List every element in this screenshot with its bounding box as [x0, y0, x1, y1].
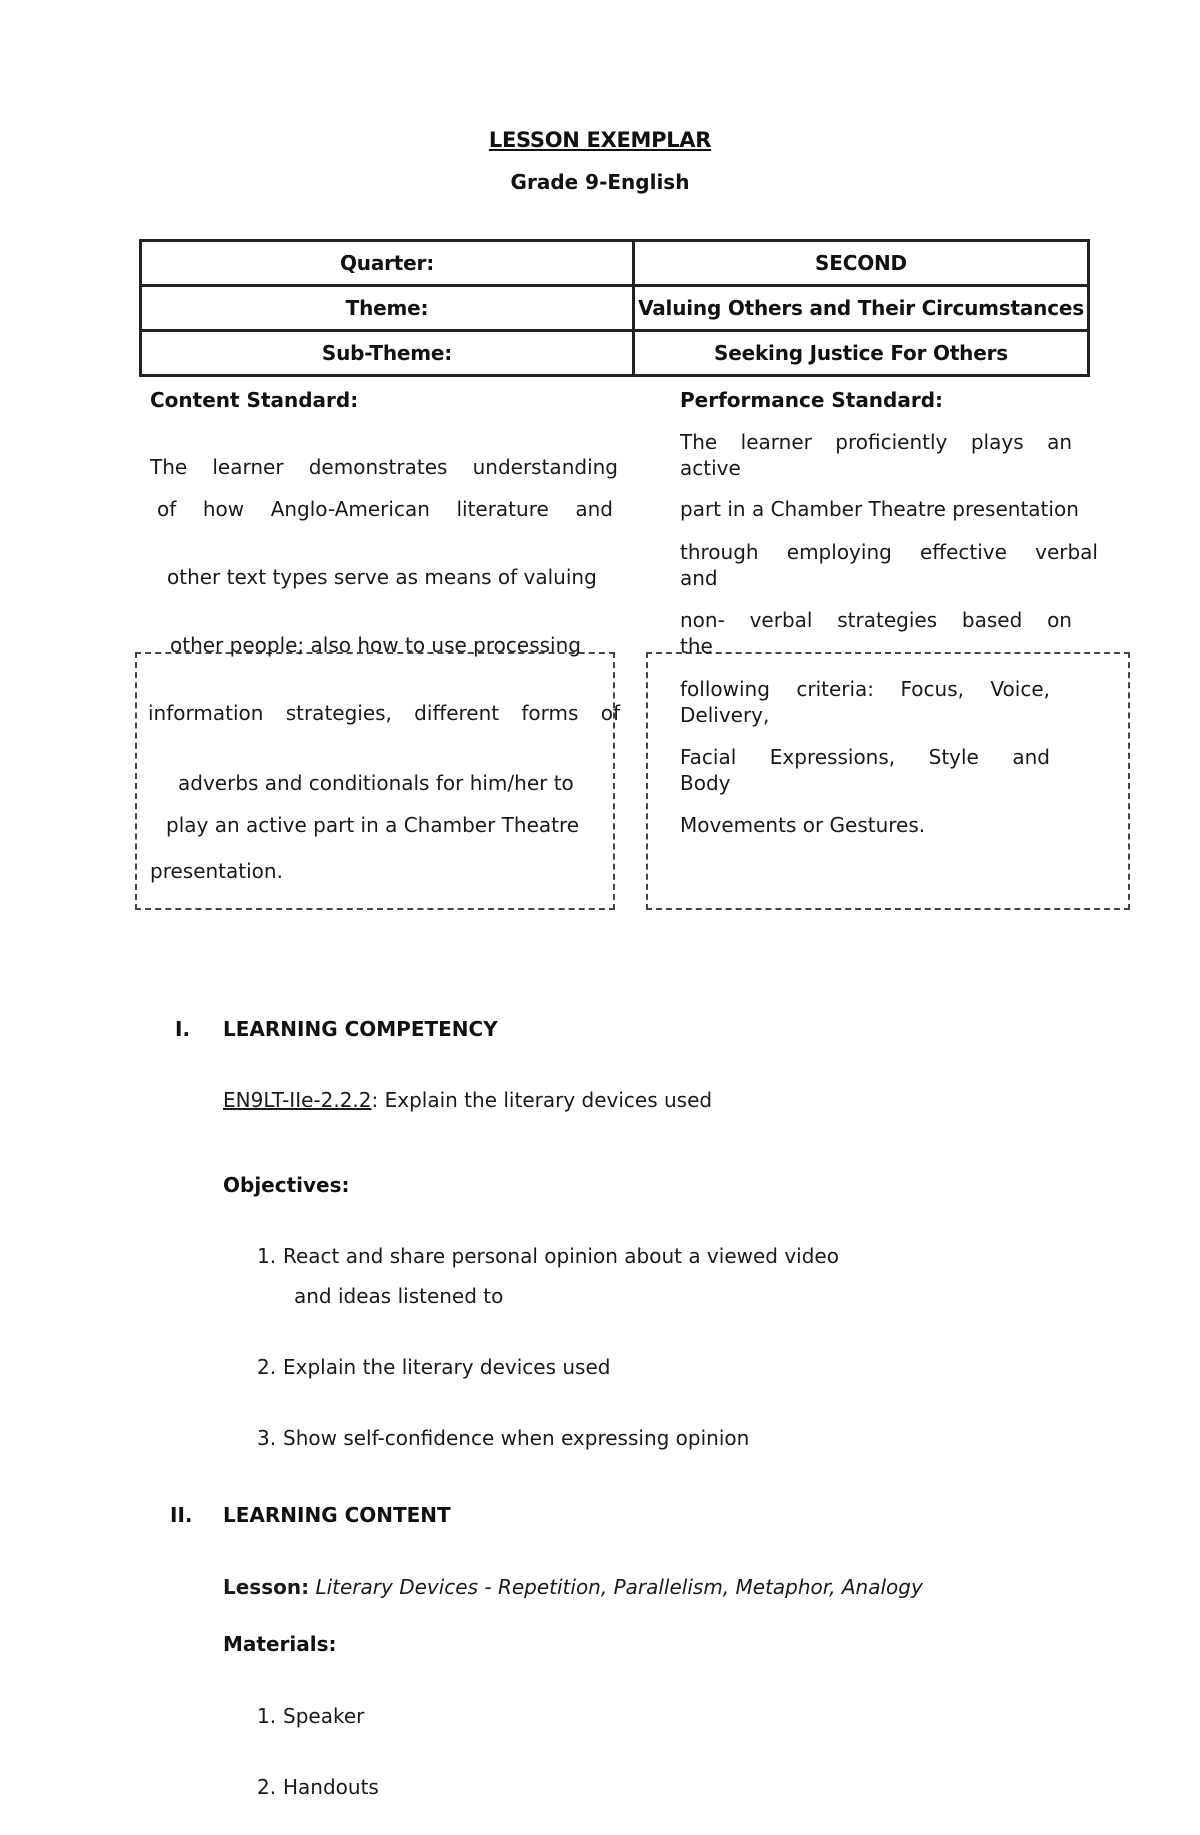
performance-standard-line: part in a Chamber Theatre presentation	[680, 497, 1079, 521]
materials-label: Materials:	[223, 1632, 337, 1656]
competency-line	[223, 1088, 712, 1112]
material-text: Speaker	[283, 1704, 365, 1728]
performance-standard-line: The learner proficiently plays an	[680, 430, 1072, 454]
performance-standard-line: Facial Expressions, Style and	[680, 745, 1050, 769]
objective-number: 1.	[257, 1244, 277, 1268]
document-subtitle: Grade 9-English	[510, 170, 690, 194]
competency-code: EN9LT-IIe-2.2.2	[223, 1088, 372, 1112]
content-standard-line: presentation.	[150, 859, 283, 883]
learning-content-heading: LEARNING CONTENT	[223, 1503, 451, 1527]
content-standard-line: information strategies, different forms of	[148, 701, 620, 725]
quarter-value: SECOND	[634, 241, 1089, 286]
performance-standard-line: following criteria: Focus, Voice,	[680, 677, 1050, 701]
section-numeral: II.	[170, 1503, 193, 1527]
table-row	[141, 241, 1089, 286]
objective-text: Show self-confidence when expressing opinion	[283, 1426, 750, 1450]
performance-standard-line: active	[680, 456, 741, 480]
sub-theme-label: Sub-Theme:	[141, 331, 634, 376]
objective-text-continued: and ideas listened to	[294, 1284, 504, 1308]
performance-standard-line: Body	[680, 771, 731, 795]
section-numeral: I.	[175, 1017, 191, 1041]
performance-standard-line: Delivery,	[680, 703, 770, 727]
performance-standard-line: and	[680, 566, 718, 590]
material-number: 2.	[257, 1775, 277, 1799]
content-standard-line: other people; also how to use processing	[170, 633, 581, 657]
objective-number: 3.	[257, 1426, 277, 1450]
performance-standard-line: non- verbal strategies based on	[680, 608, 1072, 632]
sub-theme-value: Seeking Justice For Others	[634, 331, 1089, 376]
content-standard-line: other text types serve as means of valuing	[167, 565, 597, 589]
learning-competency-heading: LEARNING COMPETENCY	[223, 1017, 498, 1041]
content-standard-line: adverbs and conditionals for him/her to	[178, 771, 574, 795]
material-text: Handouts	[283, 1775, 379, 1799]
lesson-line	[223, 1575, 923, 1599]
quarter-label: Quarter:	[141, 241, 634, 286]
performance-standard-line: through employing effective verbal	[680, 540, 1098, 564]
lesson-info-table	[139, 239, 1090, 377]
document-title: LESSON EXEMPLAR	[488, 128, 712, 152]
performance-standard-line: Movements or Gestures.	[680, 813, 926, 837]
table-row	[141, 331, 1089, 376]
content-standard-line: of how Anglo-American literature and	[157, 497, 613, 521]
objective-number: 2.	[257, 1355, 277, 1379]
table-row	[141, 286, 1089, 331]
material-number: 1.	[257, 1704, 277, 1728]
objectives-label: Objectives:	[223, 1173, 350, 1197]
objective-text: React and share personal opinion about a viewed video	[283, 1244, 839, 1268]
competency-text: : Explain the literary devices used	[371, 1088, 713, 1112]
performance-standard-label: Performance Standard:	[680, 388, 944, 412]
content-standard-label: Content Standard:	[150, 388, 359, 412]
performance-standard-line: the	[680, 634, 713, 658]
objective-text: Explain the literary devices used	[283, 1355, 611, 1379]
theme-label: Theme:	[141, 286, 634, 331]
content-standard-line: play an active part in a Chamber Theatre	[166, 813, 580, 837]
content-standard-line: The learner demonstrates understanding	[150, 455, 618, 479]
theme-value: Valuing Others and Their Circumstances	[634, 286, 1089, 331]
lesson-text: Literary Devices - Repetition, Parallelism, Metaphor, Analogy	[315, 1575, 923, 1599]
lesson-label: Lesson:	[223, 1575, 310, 1599]
